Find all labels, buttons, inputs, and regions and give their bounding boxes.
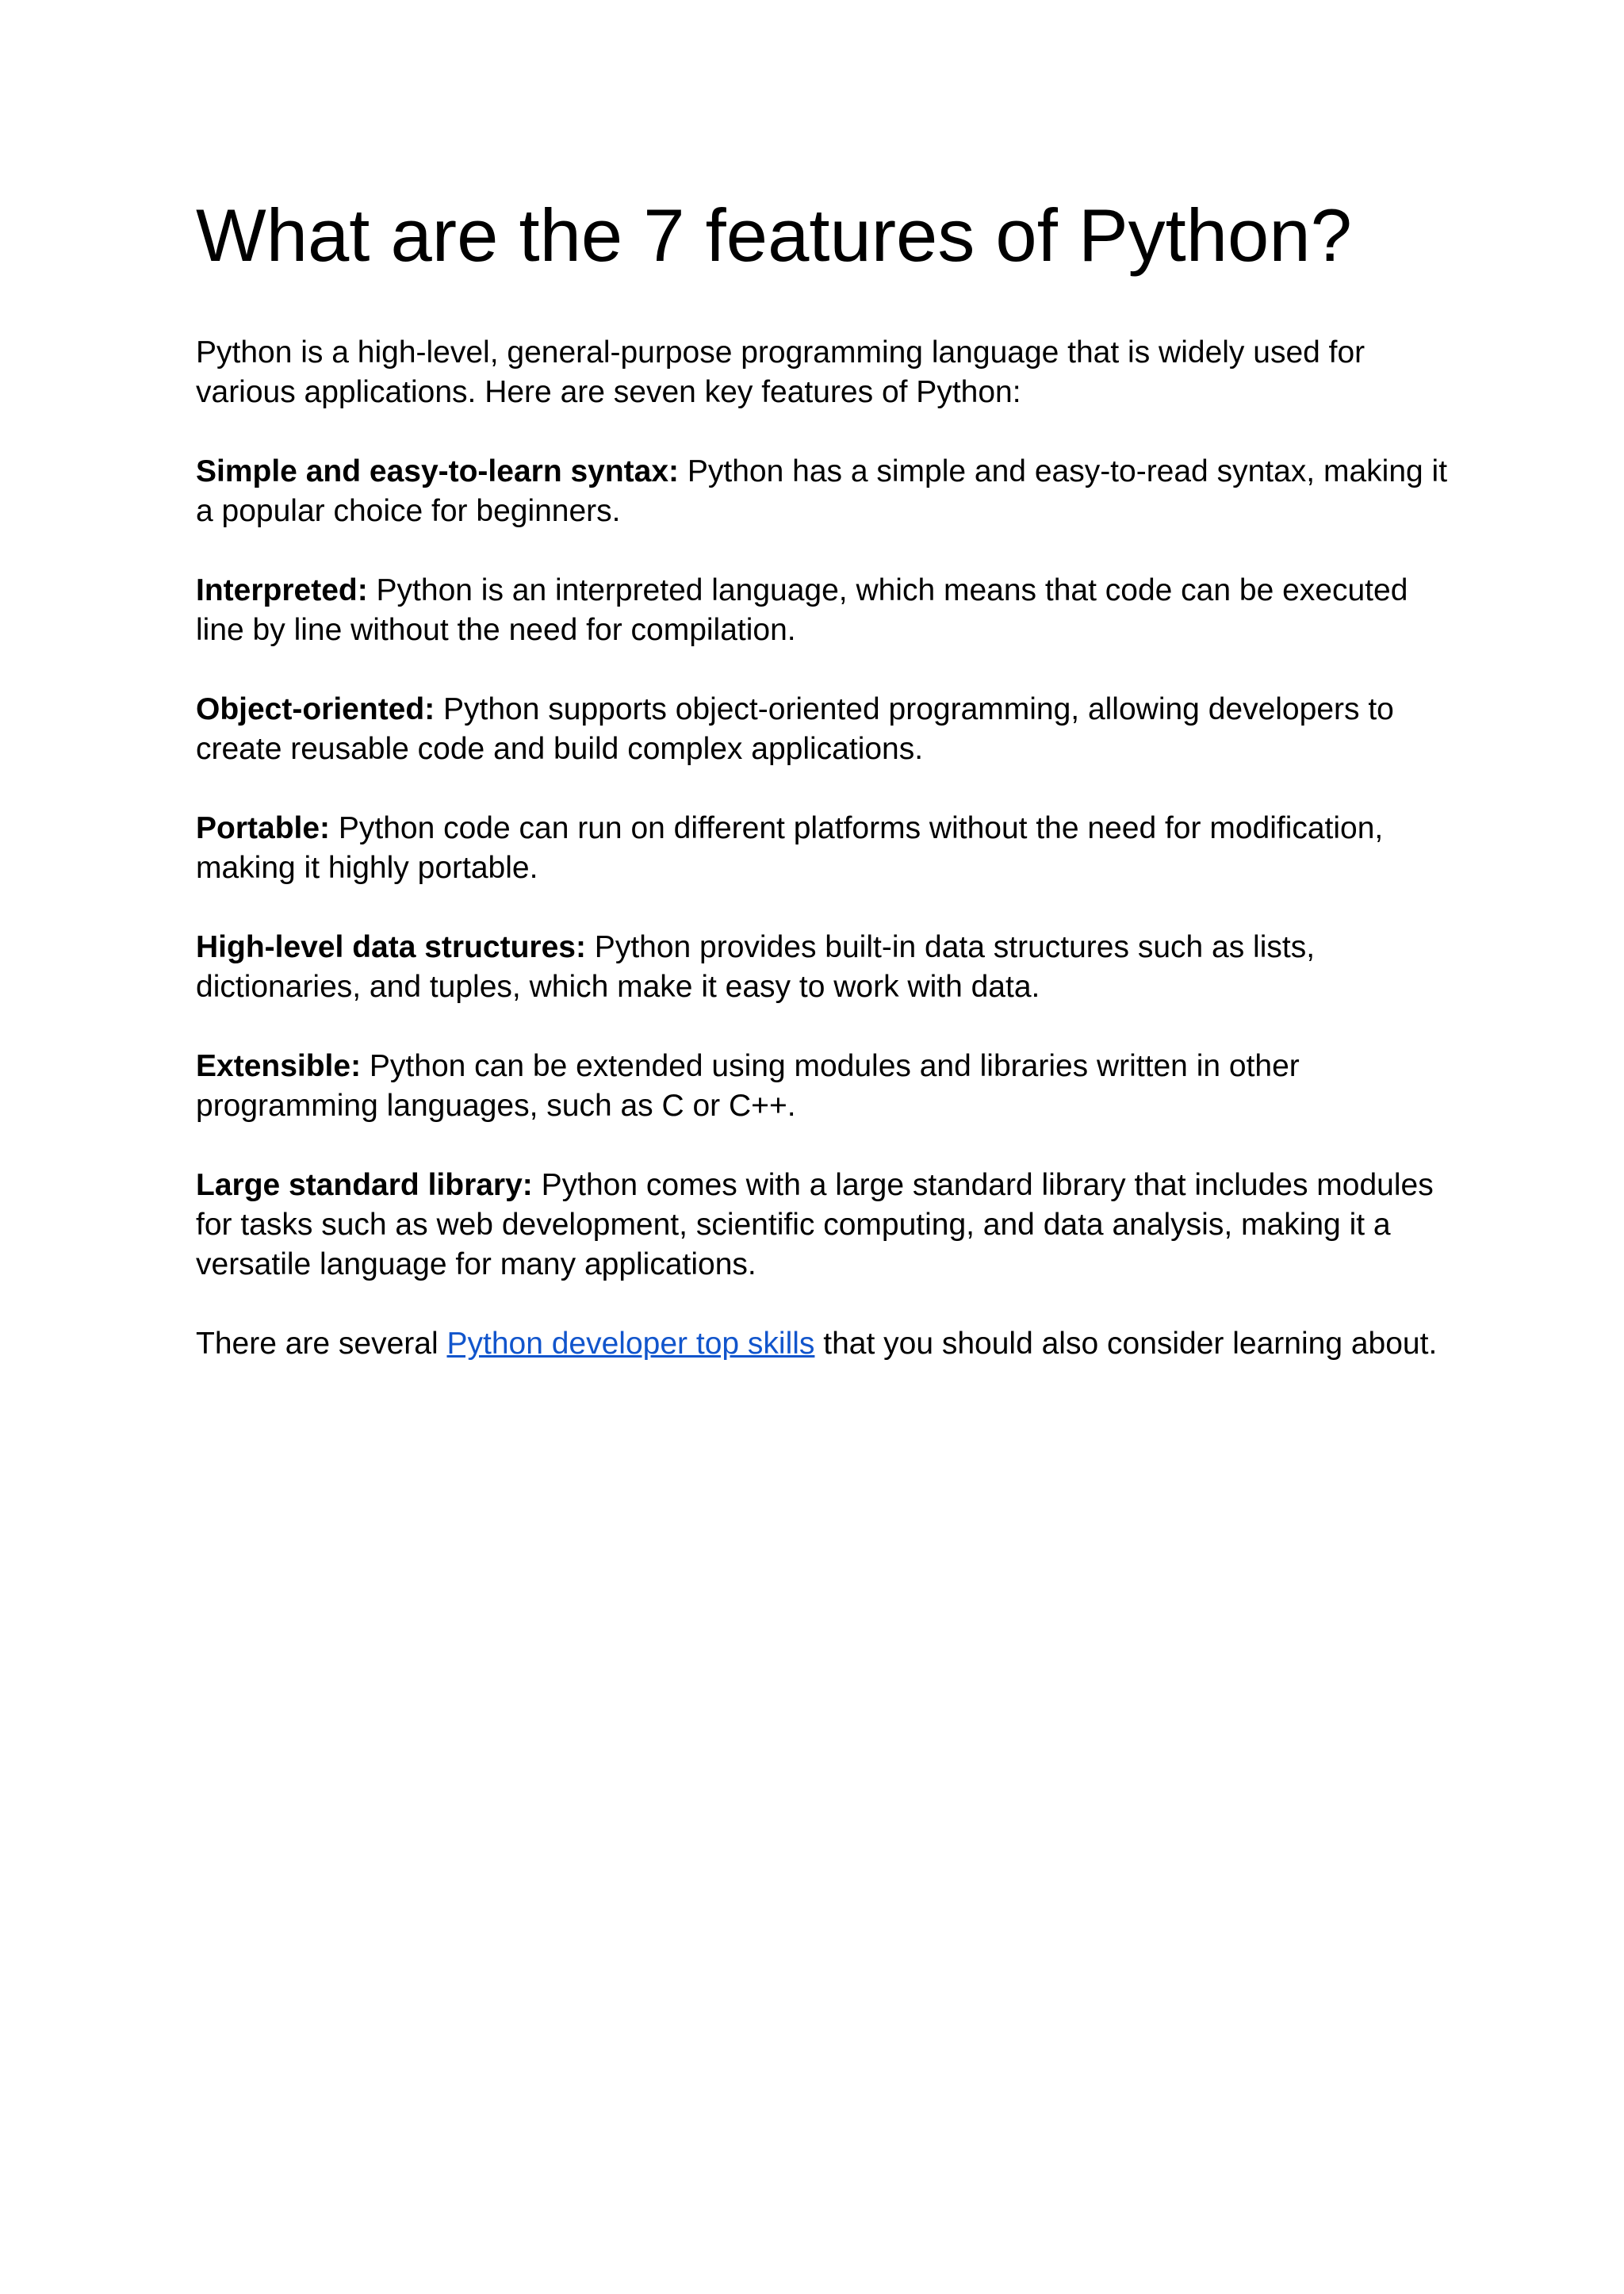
feature-description: Python provides built-in data structures such as lists, dictionaries, and tuples, which make it easy to work with data. — [196, 930, 1316, 1004]
feature-description: Python comes with a large standard library that includes modules for tasks such as web development, scientific computing, and data analysis, making it a versatile language for many applications. — [196, 1168, 1434, 1281]
feature-description: Python has a simple and easy-to-read syntax, making it a popular choice for beginners. — [196, 454, 1448, 528]
feature-paragraph-standard-library — [196, 1166, 1449, 1285]
feature-paragraph-interpreted — [196, 571, 1449, 650]
feature-paragraph-object-oriented — [196, 690, 1449, 769]
closing-text-before: There are several — [196, 1327, 447, 1361]
feature-term: Large standard library: — [196, 1168, 533, 1202]
python-skills-link[interactable]: Python developer top skills — [446, 1327, 815, 1361]
feature-description: Python code can run on different platforms without the need for modification, making it highly portable. — [196, 811, 1384, 885]
feature-paragraph-syntax — [196, 452, 1449, 531]
feature-term: Interpreted: — [196, 573, 368, 607]
feature-paragraph-portable — [196, 809, 1449, 888]
feature-description: Python can be extended using modules and libraries written in other programming languages, such as C or C++. — [196, 1049, 1300, 1123]
intro-paragraph: Python is a high-level, general-purpose programming language that is widely used for various applications. Here are seven key features of Python: — [196, 335, 1365, 409]
feature-paragraph-extensible — [196, 1047, 1449, 1126]
page-title: What are the 7 features of Python? — [196, 193, 1352, 277]
feature-description: Python supports object-oriented programming, allowing developers to create reusable code and build complex applications. — [196, 692, 1394, 766]
feature-term: Object-oriented: — [196, 692, 435, 726]
closing-paragraph — [196, 1324, 1449, 1364]
closing-text-after: that you should also consider learning about. — [814, 1327, 1438, 1361]
feature-paragraph-data-structures — [196, 928, 1449, 1007]
feature-term: Portable: — [196, 811, 331, 845]
feature-term: High-level data structures: — [196, 930, 586, 964]
feature-description: Python is an interpreted language, which means that code can be executed line by line without the need for compilation. — [196, 573, 1408, 647]
feature-term: Simple and easy-to-learn syntax: — [196, 454, 680, 488]
feature-term: Extensible: — [196, 1049, 362, 1083]
